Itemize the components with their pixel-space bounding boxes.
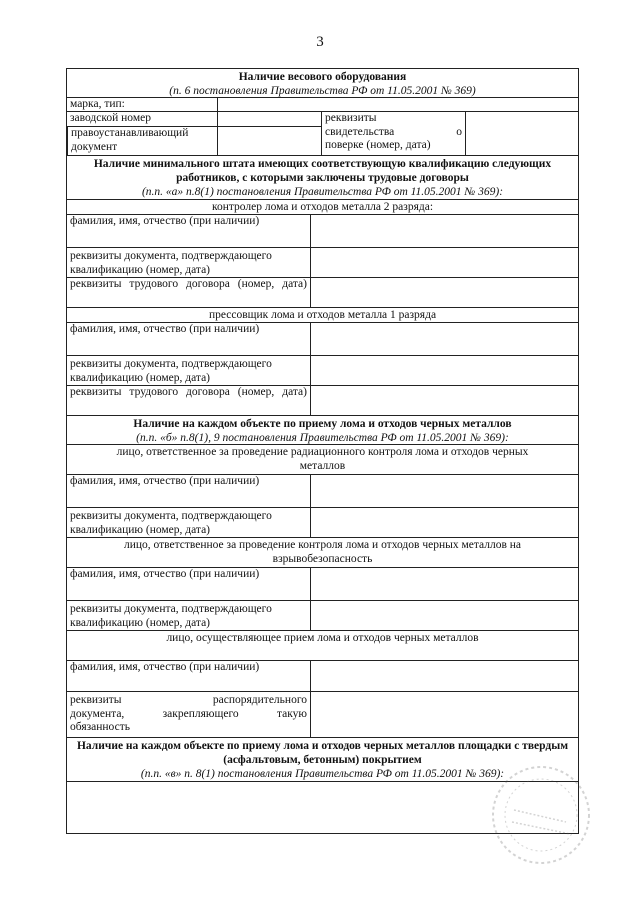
serial-props-row bbox=[67, 112, 578, 156]
controller-qual-row bbox=[67, 248, 578, 278]
explosion-qual-row bbox=[67, 601, 578, 631]
verification-value[interactable] bbox=[465, 112, 578, 155]
presser-contract-label: реквизиты трудового договора (номер, дата) bbox=[70, 386, 307, 398]
serial-value[interactable] bbox=[218, 112, 321, 127]
controller-title: контролер лома и отходов металла 2 разряда: bbox=[211, 201, 434, 213]
explosion-title-row bbox=[67, 538, 578, 568]
site-ref: (п.п. «б» п.8(1), 9 постановления Правительства РФ от 11.05.2001 № 369): bbox=[136, 432, 509, 444]
receiver-order-value[interactable] bbox=[310, 692, 578, 737]
receiver-order-line-2 bbox=[70, 708, 307, 722]
serial-label: заводской номер bbox=[67, 112, 217, 127]
staff-header-row bbox=[67, 156, 578, 200]
site-header-row bbox=[67, 416, 578, 445]
site-title: Наличие на каждом объекте по приему лома и отходов черных металлов bbox=[133, 418, 512, 430]
stamp-mark bbox=[486, 760, 596, 870]
controller-contract-row bbox=[67, 278, 578, 308]
presser-qual-value[interactable] bbox=[310, 356, 578, 385]
brand-value[interactable] bbox=[217, 98, 578, 111]
radiation-qual-row bbox=[67, 508, 578, 538]
receiver-order-row bbox=[67, 692, 578, 738]
staff-title: Наличие минимального штата имеющих соответствующую квалификацию следующих работников, с которыми заключены трудовые договоры bbox=[93, 158, 552, 184]
verification-word-o: о bbox=[456, 125, 462, 138]
radiation-title-row bbox=[67, 445, 578, 475]
staff-header bbox=[67, 156, 578, 199]
verification-line-1: реквизиты bbox=[325, 112, 377, 124]
verification-line-3: поверке (номер, дата) bbox=[325, 139, 431, 151]
brand-row bbox=[67, 98, 578, 112]
controller-title-row bbox=[67, 200, 578, 215]
receiver-title-row bbox=[67, 631, 578, 661]
surface-title: Наличие на каждом объекте по приему лома и отходов черных металлов площадки с твердым (асфальтовым, бетонным) покрытием bbox=[76, 740, 569, 766]
radiation-qual-value[interactable] bbox=[310, 508, 578, 537]
presser-qual-row bbox=[67, 356, 578, 386]
receiver-order-word-1: реквизиты bbox=[70, 694, 122, 706]
title-doc-value[interactable] bbox=[218, 127, 321, 155]
surface-ref: (п.п. «в» п. 8(1) постановления Правительства РФ от 11.05.2001 № 369): bbox=[140, 768, 505, 780]
radiation-fio-row bbox=[67, 475, 578, 508]
serial-doc-col bbox=[67, 112, 217, 155]
receiver-order-word-4: закрепляющего bbox=[162, 707, 239, 720]
presser-fio-row bbox=[67, 323, 578, 356]
receiver-order-line-3: обязанность bbox=[70, 721, 130, 733]
receiver-order-label bbox=[67, 692, 310, 737]
receiver-fio-label: фамилия, имя, отчество (при наличии) bbox=[70, 661, 260, 673]
weights-title: Наличие весового оборудования bbox=[238, 71, 407, 83]
receiver-fio-value[interactable] bbox=[310, 661, 578, 691]
form-table bbox=[66, 68, 579, 834]
title-doc-label: правоустанавливающий документ bbox=[67, 127, 217, 155]
explosion-qual-value[interactable] bbox=[310, 601, 578, 630]
weights-header bbox=[67, 69, 578, 97]
staff-ref: (п.п. «а» п.8(1) постановления Правительства РФ от 11.05.2001 № 369): bbox=[141, 186, 504, 198]
explosion-qual-label: реквизиты документа, подтверждающего квалификацию (номер, дата) bbox=[70, 603, 272, 629]
presser-title-row bbox=[67, 308, 578, 323]
receiver-order-word-3: документа, bbox=[70, 707, 125, 720]
controller-contract-label: реквизиты трудового договора (номер, дата) bbox=[70, 278, 307, 290]
explosion-fio-row bbox=[67, 568, 578, 601]
presser-fio-value[interactable] bbox=[310, 323, 578, 355]
radiation-fio-value[interactable] bbox=[310, 475, 578, 507]
receiver-order-word-5: такую bbox=[276, 707, 307, 720]
receiver-title: лицо, осуществляющее прием лома и отходов черных металлов bbox=[166, 632, 479, 644]
controller-contract-value[interactable] bbox=[310, 278, 578, 307]
controller-qual-value[interactable] bbox=[310, 248, 578, 277]
receiver-order-word-2: распорядительного bbox=[212, 694, 307, 706]
controller-fio-label: фамилия, имя, отчество (при наличии) bbox=[70, 215, 260, 227]
brand-label: марка, тип: bbox=[70, 98, 125, 110]
explosion-fio-label: фамилия, имя, отчество (при наличии) bbox=[70, 568, 260, 580]
presser-title: прессовщик лома и отходов металла 1 разряда bbox=[208, 309, 437, 321]
presser-qual-label: реквизиты документа, подтверждающего квалификацию (номер, дата) bbox=[70, 358, 272, 384]
controller-fio-value[interactable] bbox=[310, 215, 578, 247]
presser-contract-value[interactable] bbox=[310, 386, 578, 415]
verification-line-2 bbox=[325, 126, 462, 140]
radiation-qual-label: реквизиты документа, подтверждающего квалификацию (номер, дата) bbox=[70, 510, 272, 536]
verification-word-certificate: свидетельства bbox=[325, 125, 395, 138]
page-number: 3 bbox=[316, 34, 324, 50]
radiation-fio-label: фамилия, имя, отчество (при наличии) bbox=[70, 475, 260, 487]
weights-header-row bbox=[67, 69, 578, 98]
radiation-title: лицо, ответственное за проведение радиационного контроля лома и отходов черных металлов bbox=[116, 446, 529, 472]
site-header bbox=[67, 416, 578, 444]
verification-label bbox=[321, 112, 465, 155]
serial-doc-values bbox=[217, 112, 321, 155]
explosion-title: лицо, ответственное за проведение контроля лома и отходов черных металлов на взрывобезопасность bbox=[123, 539, 522, 565]
presser-fio-label: фамилия, имя, отчество (при наличии) bbox=[70, 323, 260, 335]
receiver-fio-row bbox=[67, 661, 578, 692]
weights-ref: (п. 6 постановления Правительства РФ от 11.05.2001 № 369) bbox=[169, 85, 476, 97]
presser-contract-row bbox=[67, 386, 578, 416]
receiver-order-line-1 bbox=[70, 694, 307, 708]
controller-fio-row bbox=[67, 215, 578, 248]
controller-qual-label: реквизиты документа, подтверждающего квалификацию (номер, дата) bbox=[70, 250, 272, 276]
explosion-fio-value[interactable] bbox=[310, 568, 578, 600]
